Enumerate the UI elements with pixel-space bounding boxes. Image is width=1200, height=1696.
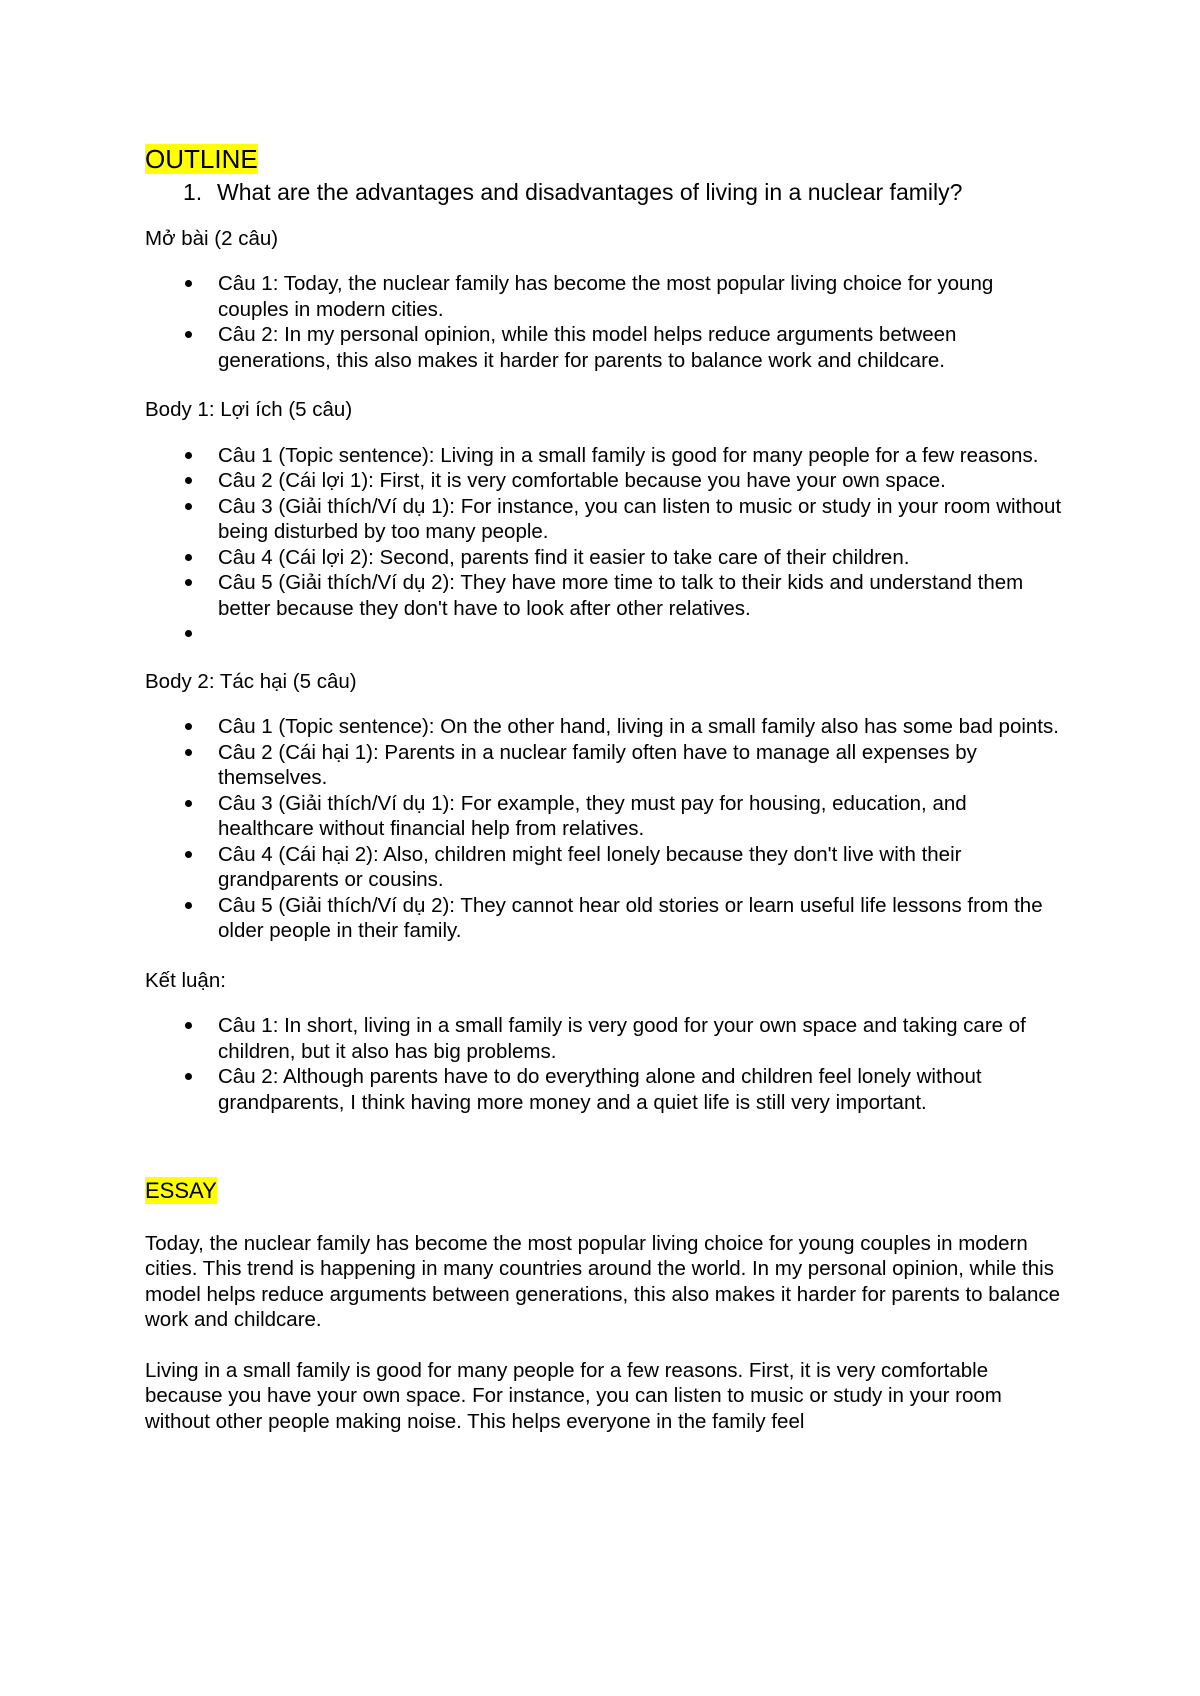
list-item: Câu 3 (Giải thích/Ví dụ 1): For example, they must pay for housing, education, and healthcare without financial help from relatives. [145,791,1065,842]
body2-list [145,714,1065,944]
bullet-icon [185,749,192,756]
conclusion-list [145,1013,1065,1115]
bullet-icon [185,1073,192,1080]
list-item: Câu 2 (Cái hại 1): Parents in a nuclear family often have to manage all expenses by themselves. [145,740,1065,791]
essay-heading [145,1177,1065,1205]
bullet-icon [185,902,192,909]
list-item: Câu 1: Today, the nuclear family has become the most popular living choice for young couples in modern cities. [145,271,1065,322]
outline-title: OUTLINE [145,144,258,174]
outline-heading [145,144,1065,175]
bullet-icon [185,477,192,484]
essay-title: ESSAY [145,1178,217,1203]
section-label-body2: Body 2: Tác hại (5 câu) [145,669,357,693]
list-item: Câu 4 (Cái lợi 2): Second, parents find it easier to take care of their children. [145,545,1065,571]
list-item: Câu 2: Although parents have to do everything alone and children feel lonely without grandparents, I think having more money and a quiet life is still very important. [145,1064,1065,1115]
question-number: 1. [183,178,203,205]
list-item: Câu 4 (Cái hại 2): Also, children might feel lonely because they don't live with their grandparents or cousins. [145,842,1065,893]
bullet-icon [185,851,192,858]
bullet-icon [185,554,192,561]
list-item: Câu 1: In short, living in a small family is very good for your own space and taking care of children, but it also has big problems. [145,1013,1065,1064]
list-item: Câu 5 (Giải thích/Ví dụ 2): They have more time to talk to their kids and understand them better because they don't have to look after other relatives. [145,570,1065,621]
list-item: Câu 3 (Giải thích/Ví dụ 1): For instance, you can listen to music or study in your room without being disturbed by too many people. [145,494,1065,545]
question-text: What are the advantages and disadvantages of living in a nuclear family? [217,178,963,205]
bullet-icon [185,723,192,730]
list-item: Câu 1 (Topic sentence): Living in a small family is good for many people for a few reasons. [145,443,1065,469]
bullet-icon [185,331,192,338]
section-label-intro: Mở bài (2 câu) [145,226,279,250]
bullet-icon [185,800,192,807]
body1-list [145,443,1065,647]
list-item: Câu 1 (Topic sentence): On the other hand, living in a small family also has some bad points. [145,714,1065,740]
bullet-icon [185,630,192,637]
section-label-body1: Body 1: Lợi ích (5 câu) [145,398,353,421]
bullet-icon [185,1022,192,1029]
section-label-conclusion: Kết luận: [145,968,226,992]
document-page [145,144,1065,1434]
list-item: Câu 2 (Cái lợi 1): First, it is very comfortable because you have your own space. [145,468,1065,494]
list-item-empty [145,621,1065,647]
bullet-icon [185,452,192,459]
list-item: Câu 2: In my personal opinion, while this model helps reduce arguments between generations, this also makes it harder for parents to balance work and childcare. [145,322,1065,373]
list-item: Câu 5 (Giải thích/Ví dụ 2): They cannot hear old stories or learn useful life lessons from the older people in their family. [145,893,1065,944]
intro-list [145,271,1065,373]
essay-paragraph-1: Today, the nuclear family has become the most popular living choice for young couples in modern cities. This trend is happening in many countries around the world. In my personal opinion, while this model helps reduce arguments between generations, this also makes it harder for parents to balance work and childcare. [145,1231,1061,1331]
outline-question [183,178,1065,206]
bullet-icon [185,579,192,586]
bullet-icon [185,280,192,287]
essay-paragraph-2: Living in a small family is good for many people for a few reasons. First, it is very comfortable because you have your own space. For instance, you can listen to music or study in your room without other people making noise. This helps everyone in the family feel [145,1358,1002,1433]
bullet-icon [185,503,192,510]
